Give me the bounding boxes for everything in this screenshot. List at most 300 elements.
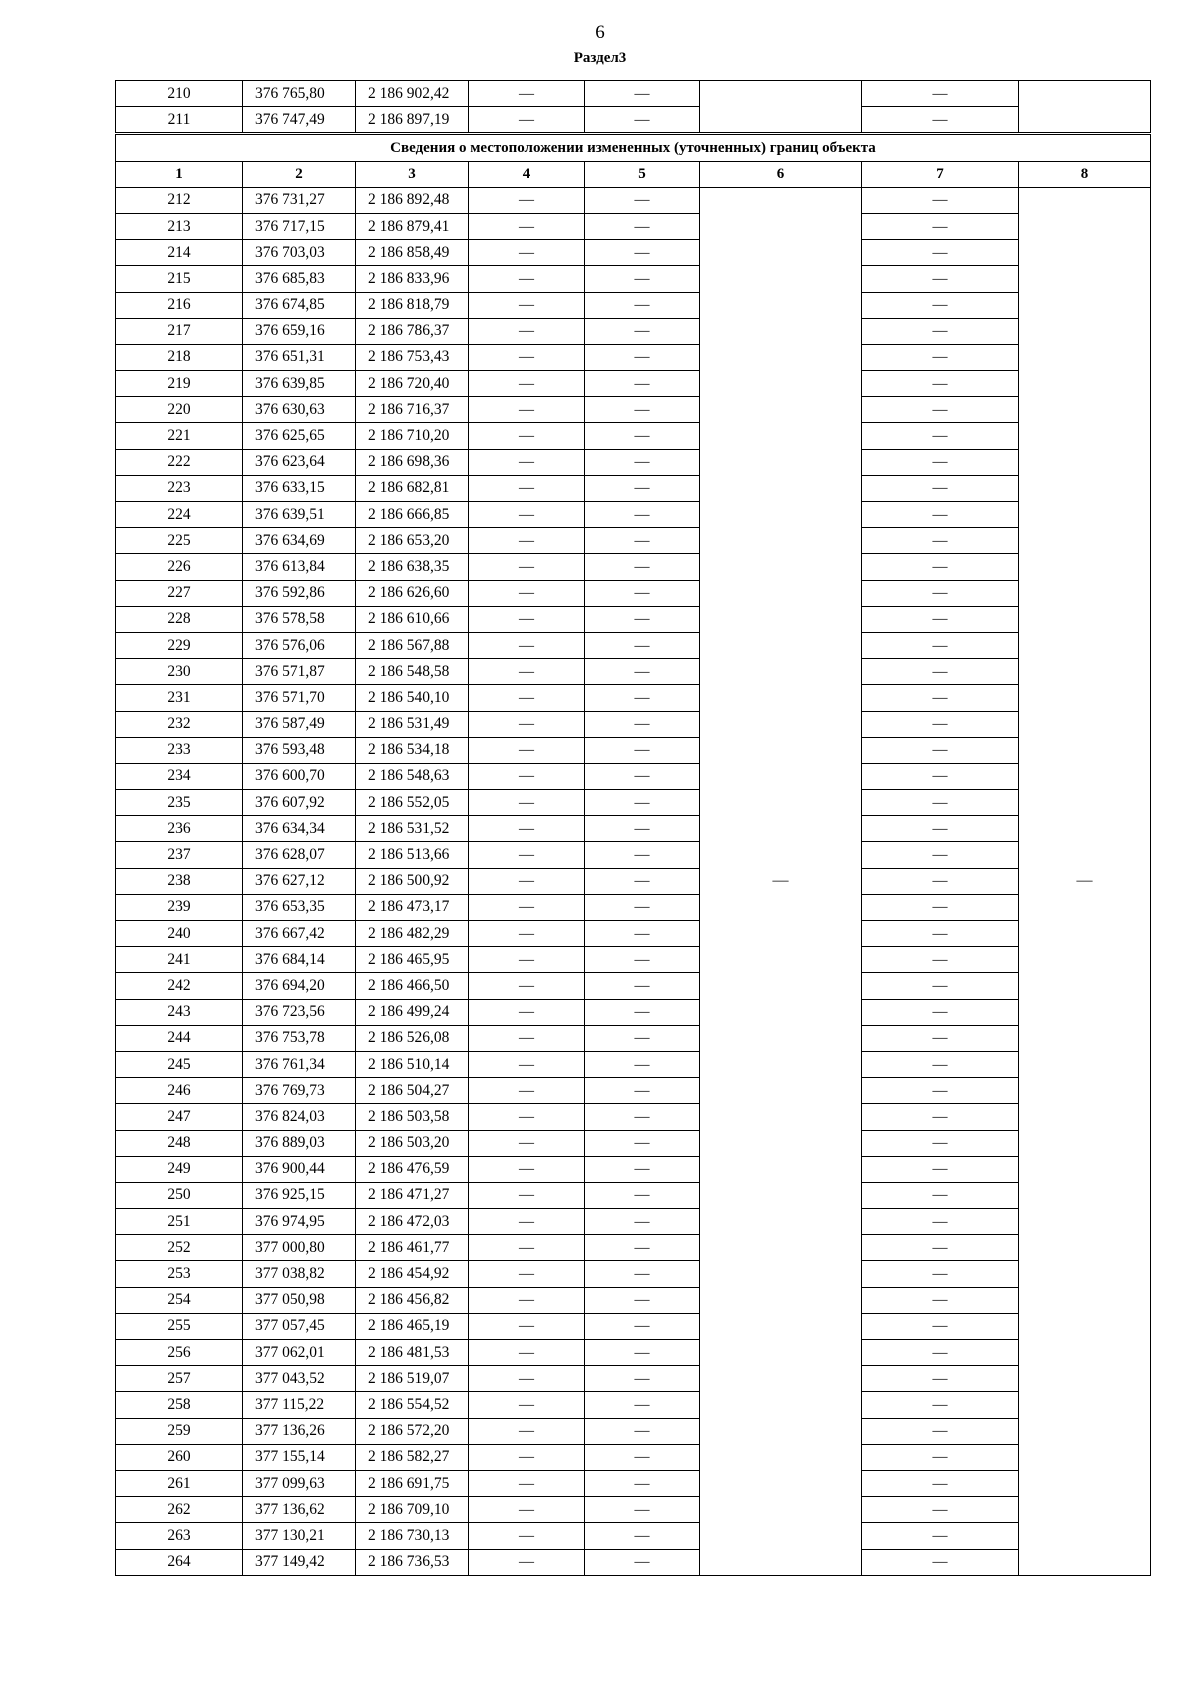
dash-cell: — xyxy=(469,999,585,1025)
dash-cell: — xyxy=(862,1366,1019,1392)
dash-cell: — xyxy=(585,1366,700,1392)
dash-cell: — xyxy=(469,528,585,554)
dash-cell: — xyxy=(469,894,585,920)
point-number-cell: 231 xyxy=(116,685,243,711)
table-row xyxy=(116,371,1151,397)
dash-cell: — xyxy=(469,1392,585,1418)
y-coordinate-cell: 2 186 582,27 xyxy=(356,1444,469,1470)
dash-cell: — xyxy=(585,475,700,501)
table-row xyxy=(116,894,1151,920)
x-coordinate-cell: 377 099,63 xyxy=(243,1470,356,1496)
x-coordinate-cell: 376 717,15 xyxy=(243,213,356,239)
dash-cell: — xyxy=(862,632,1019,658)
table-row xyxy=(116,554,1151,580)
dash-cell: — xyxy=(862,842,1019,868)
dash-cell: — xyxy=(585,659,700,685)
dash-cell: — xyxy=(585,1287,700,1313)
dash-cell: — xyxy=(469,632,585,658)
dash-cell: — xyxy=(585,1497,700,1523)
empty-merged-cell xyxy=(1019,81,1151,134)
dash-cell: — xyxy=(862,790,1019,816)
dash-cell: — xyxy=(469,1025,585,1051)
y-coordinate-cell: 2 186 638,35 xyxy=(356,554,469,580)
y-coordinate-cell: 2 186 682,81 xyxy=(356,475,469,501)
x-coordinate-cell: 377 057,45 xyxy=(243,1313,356,1339)
x-coordinate-cell: 376 769,73 xyxy=(243,1078,356,1104)
point-number-cell: 246 xyxy=(116,1078,243,1104)
y-coordinate-cell: 2 186 503,20 xyxy=(356,1130,469,1156)
table-row xyxy=(116,1523,1151,1549)
x-coordinate-cell: 376 765,80 xyxy=(243,81,356,107)
dash-cell: — xyxy=(585,1209,700,1235)
dash-cell: — xyxy=(469,1418,585,1444)
dash-cell: — xyxy=(862,1156,1019,1182)
y-coordinate-cell: 2 186 548,63 xyxy=(356,763,469,789)
dash-cell: — xyxy=(469,816,585,842)
dash-cell: — xyxy=(862,81,1019,107)
dash-cell: — xyxy=(862,1025,1019,1051)
y-coordinate-cell: 2 186 461,77 xyxy=(356,1235,469,1261)
column-header: 8 xyxy=(1019,161,1151,187)
x-coordinate-cell: 376 667,42 xyxy=(243,921,356,947)
dash-cell: — xyxy=(585,554,700,580)
dash-cell: — xyxy=(862,266,1019,292)
dash-cell: — xyxy=(585,1235,700,1261)
dash-cell: — xyxy=(862,894,1019,920)
x-coordinate-cell: 376 639,85 xyxy=(243,371,356,397)
x-coordinate-cell: 376 753,78 xyxy=(243,1025,356,1051)
point-number-cell: 254 xyxy=(116,1287,243,1313)
x-coordinate-cell: 376 571,87 xyxy=(243,659,356,685)
table-row xyxy=(116,1340,1151,1366)
point-number-cell: 244 xyxy=(116,1025,243,1051)
dash-cell: — xyxy=(585,1444,700,1470)
table-row xyxy=(116,1078,1151,1104)
y-coordinate-cell: 2 186 567,88 xyxy=(356,632,469,658)
y-coordinate-cell: 2 186 531,49 xyxy=(356,711,469,737)
dash-cell: — xyxy=(585,580,700,606)
y-coordinate-cell: 2 186 736,53 xyxy=(356,1549,469,1575)
dash-cell: — xyxy=(862,528,1019,554)
table-row xyxy=(116,423,1151,449)
x-coordinate-cell: 376 639,51 xyxy=(243,502,356,528)
dash-cell: — xyxy=(469,397,585,423)
y-coordinate-cell: 2 186 510,14 xyxy=(356,1051,469,1077)
dash-cell: — xyxy=(862,344,1019,370)
dash-cell: — xyxy=(862,1287,1019,1313)
dash-cell: — xyxy=(469,659,585,685)
x-coordinate-cell: 377 000,80 xyxy=(243,1235,356,1261)
x-coordinate-cell: 377 050,98 xyxy=(243,1287,356,1313)
dash-cell: — xyxy=(469,763,585,789)
point-number-cell: 228 xyxy=(116,606,243,632)
y-coordinate-cell: 2 186 653,20 xyxy=(356,528,469,554)
table-row xyxy=(116,1104,1151,1130)
table-caption: Сведения о местоположении измененных (уточненных) границ объекта xyxy=(116,134,1151,161)
y-coordinate-cell: 2 186 454,92 xyxy=(356,1261,469,1287)
dash-cell: — xyxy=(585,763,700,789)
x-coordinate-cell: 377 136,26 xyxy=(243,1418,356,1444)
y-coordinate-cell: 2 186 548,58 xyxy=(356,659,469,685)
table-row xyxy=(116,737,1151,763)
dash-cell: — xyxy=(862,947,1019,973)
table-row xyxy=(116,266,1151,292)
x-coordinate-cell: 376 703,03 xyxy=(243,240,356,266)
dash-cell: — xyxy=(585,318,700,344)
y-coordinate-cell: 2 186 858,49 xyxy=(356,240,469,266)
y-coordinate-cell: 2 186 710,20 xyxy=(356,423,469,449)
y-coordinate-cell: 2 186 716,37 xyxy=(356,397,469,423)
y-coordinate-cell: 2 186 465,19 xyxy=(356,1313,469,1339)
x-coordinate-cell: 376 974,95 xyxy=(243,1209,356,1235)
x-coordinate-cell: 376 627,12 xyxy=(243,868,356,894)
dash-cell: — xyxy=(469,502,585,528)
point-number-cell: 252 xyxy=(116,1235,243,1261)
dash-cell: — xyxy=(862,1235,1019,1261)
point-number-cell: 243 xyxy=(116,999,243,1025)
dash-cell: — xyxy=(469,554,585,580)
y-coordinate-cell: 2 186 610,66 xyxy=(356,606,469,632)
point-number-cell: 240 xyxy=(116,921,243,947)
point-number-cell: 226 xyxy=(116,554,243,580)
x-coordinate-cell: 376 587,49 xyxy=(243,711,356,737)
x-coordinate-cell: 376 824,03 xyxy=(243,1104,356,1130)
dash-cell: — xyxy=(585,81,700,107)
x-coordinate-cell: 376 889,03 xyxy=(243,1130,356,1156)
dash-cell: — xyxy=(862,423,1019,449)
dash-cell: — xyxy=(469,1444,585,1470)
empty-merged-cell xyxy=(700,81,862,134)
table-row xyxy=(116,1549,1151,1575)
dash-cell: — xyxy=(862,580,1019,606)
x-coordinate-cell: 377 043,52 xyxy=(243,1366,356,1392)
y-coordinate-cell: 2 186 456,82 xyxy=(356,1287,469,1313)
dash-cell: — xyxy=(469,606,585,632)
x-coordinate-cell: 376 623,64 xyxy=(243,449,356,475)
point-number-cell: 241 xyxy=(116,947,243,973)
x-coordinate-cell: 376 625,65 xyxy=(243,423,356,449)
table-row xyxy=(116,1025,1151,1051)
x-coordinate-cell: 376 630,63 xyxy=(243,397,356,423)
y-coordinate-cell: 2 186 534,18 xyxy=(356,737,469,763)
dash-cell: — xyxy=(862,107,1019,134)
x-coordinate-cell: 376 694,20 xyxy=(243,973,356,999)
y-coordinate-cell: 2 186 499,24 xyxy=(356,999,469,1025)
dash-cell: — xyxy=(862,318,1019,344)
table-row xyxy=(116,763,1151,789)
table-row xyxy=(116,921,1151,947)
point-number-cell: 242 xyxy=(116,973,243,999)
y-coordinate-cell: 2 186 552,05 xyxy=(356,790,469,816)
point-number-cell: 250 xyxy=(116,1182,243,1208)
column-header: 7 xyxy=(862,161,1019,187)
dash-cell: — xyxy=(469,292,585,318)
dash-cell: — xyxy=(862,868,1019,894)
dash-cell: — xyxy=(585,502,700,528)
merged-col8-cell: — xyxy=(1019,187,1151,1575)
x-coordinate-cell: 376 634,69 xyxy=(243,528,356,554)
dash-cell: — xyxy=(469,685,585,711)
dash-cell: — xyxy=(862,1182,1019,1208)
point-number-cell: 222 xyxy=(116,449,243,475)
x-coordinate-cell: 376 628,07 xyxy=(243,842,356,868)
y-coordinate-cell: 2 186 476,59 xyxy=(356,1156,469,1182)
table-row xyxy=(116,1418,1151,1444)
dash-cell: — xyxy=(585,1549,700,1575)
y-coordinate-cell: 2 186 691,75 xyxy=(356,1470,469,1496)
dash-cell: — xyxy=(469,449,585,475)
dash-cell: — xyxy=(469,737,585,763)
table-body xyxy=(116,81,1151,1576)
dash-cell: — xyxy=(585,790,700,816)
dash-cell: — xyxy=(862,737,1019,763)
y-coordinate-cell: 2 186 513,66 xyxy=(356,842,469,868)
dash-cell: — xyxy=(585,947,700,973)
dash-cell: — xyxy=(469,423,585,449)
dash-cell: — xyxy=(469,711,585,737)
point-number-cell: 260 xyxy=(116,1444,243,1470)
y-coordinate-cell: 2 186 902,42 xyxy=(356,81,469,107)
dash-cell: — xyxy=(585,1313,700,1339)
y-coordinate-cell: 2 186 471,27 xyxy=(356,1182,469,1208)
dash-cell: — xyxy=(469,1549,585,1575)
dash-cell: — xyxy=(469,1261,585,1287)
dash-cell: — xyxy=(469,81,585,107)
dash-cell: — xyxy=(585,1261,700,1287)
x-coordinate-cell: 377 038,82 xyxy=(243,1261,356,1287)
dash-cell: — xyxy=(469,790,585,816)
dash-cell: — xyxy=(585,1523,700,1549)
dash-cell: — xyxy=(585,240,700,266)
y-coordinate-cell: 2 186 466,50 xyxy=(356,973,469,999)
y-coordinate-cell: 2 186 730,13 xyxy=(356,1523,469,1549)
table-row xyxy=(116,580,1151,606)
dash-cell: — xyxy=(585,528,700,554)
y-coordinate-cell: 2 186 892,48 xyxy=(356,187,469,213)
point-number-cell: 259 xyxy=(116,1418,243,1444)
y-coordinate-cell: 2 186 833,96 xyxy=(356,266,469,292)
x-coordinate-cell: 376 613,84 xyxy=(243,554,356,580)
x-coordinate-cell: 376 600,70 xyxy=(243,763,356,789)
table-row xyxy=(116,1051,1151,1077)
y-coordinate-cell: 2 186 472,03 xyxy=(356,1209,469,1235)
x-coordinate-cell: 377 155,14 xyxy=(243,1444,356,1470)
point-number-cell: 245 xyxy=(116,1051,243,1077)
dash-cell: — xyxy=(469,1313,585,1339)
dash-cell: — xyxy=(862,606,1019,632)
table-row xyxy=(116,973,1151,999)
x-coordinate-cell: 376 747,49 xyxy=(243,107,356,134)
dash-cell: — xyxy=(585,842,700,868)
dash-cell: — xyxy=(862,1549,1019,1575)
table-row xyxy=(116,1497,1151,1523)
column-header: 2 xyxy=(243,161,356,187)
dash-cell: — xyxy=(862,1313,1019,1339)
dash-cell: — xyxy=(469,973,585,999)
y-coordinate-cell: 2 186 786,37 xyxy=(356,318,469,344)
table-row xyxy=(116,1470,1151,1496)
y-coordinate-cell: 2 186 531,52 xyxy=(356,816,469,842)
dash-cell: — xyxy=(469,187,585,213)
table-row xyxy=(116,711,1151,737)
dash-cell: — xyxy=(862,973,1019,999)
x-coordinate-cell: 376 684,14 xyxy=(243,947,356,973)
dash-cell: — xyxy=(585,1470,700,1496)
table-row xyxy=(116,240,1151,266)
dash-cell: — xyxy=(862,1078,1019,1104)
x-coordinate-cell: 376 651,31 xyxy=(243,344,356,370)
point-number-cell: 255 xyxy=(116,1313,243,1339)
dash-cell: — xyxy=(585,187,700,213)
dash-cell: — xyxy=(585,344,700,370)
dash-cell: — xyxy=(585,685,700,711)
x-coordinate-cell: 376 634,34 xyxy=(243,816,356,842)
y-coordinate-cell: 2 186 482,29 xyxy=(356,921,469,947)
dash-cell: — xyxy=(469,1104,585,1130)
x-coordinate-cell: 377 149,42 xyxy=(243,1549,356,1575)
section-title: Раздел3 xyxy=(573,50,627,66)
y-coordinate-cell: 2 186 504,27 xyxy=(356,1078,469,1104)
dash-cell: — xyxy=(585,266,700,292)
point-number-cell: 227 xyxy=(116,580,243,606)
dash-cell: — xyxy=(469,266,585,292)
dash-cell: — xyxy=(585,973,700,999)
point-number-cell: 229 xyxy=(116,632,243,658)
table-row xyxy=(116,318,1151,344)
y-coordinate-cell: 2 186 572,20 xyxy=(356,1418,469,1444)
dash-cell: — xyxy=(862,999,1019,1025)
dash-cell: — xyxy=(585,1340,700,1366)
x-coordinate-cell: 376 900,44 xyxy=(243,1156,356,1182)
dash-cell: — xyxy=(585,1025,700,1051)
y-coordinate-cell: 2 186 473,17 xyxy=(356,894,469,920)
dash-cell: — xyxy=(469,1470,585,1496)
dash-cell: — xyxy=(585,423,700,449)
dash-cell: — xyxy=(862,711,1019,737)
point-number-cell: 238 xyxy=(116,868,243,894)
x-coordinate-cell: 377 136,62 xyxy=(243,1497,356,1523)
dash-cell: — xyxy=(585,1078,700,1104)
point-number-cell: 230 xyxy=(116,659,243,685)
point-number-cell: 264 xyxy=(116,1549,243,1575)
table-row xyxy=(116,397,1151,423)
column-header: 1 xyxy=(116,161,243,187)
x-coordinate-cell: 376 685,83 xyxy=(243,266,356,292)
dash-cell: — xyxy=(585,606,700,632)
dash-cell: — xyxy=(469,947,585,973)
point-number-cell: 263 xyxy=(116,1523,243,1549)
point-number-cell: 214 xyxy=(116,240,243,266)
dash-cell: — xyxy=(862,240,1019,266)
dash-cell: — xyxy=(585,292,700,318)
dash-cell: — xyxy=(585,1182,700,1208)
y-coordinate-cell: 2 186 879,41 xyxy=(356,213,469,239)
dash-cell: — xyxy=(585,1392,700,1418)
x-coordinate-cell: 376 593,48 xyxy=(243,737,356,763)
dash-cell: — xyxy=(862,659,1019,685)
y-coordinate-cell: 2 186 500,92 xyxy=(356,868,469,894)
y-coordinate-cell: 2 186 818,79 xyxy=(356,292,469,318)
dash-cell: — xyxy=(469,475,585,501)
point-number-cell: 261 xyxy=(116,1470,243,1496)
dash-cell: — xyxy=(862,1340,1019,1366)
y-coordinate-cell: 2 186 626,60 xyxy=(356,580,469,606)
x-coordinate-cell: 376 592,86 xyxy=(243,580,356,606)
dash-cell: — xyxy=(862,1392,1019,1418)
merged-col6-cell: — xyxy=(700,187,862,1575)
dash-cell: — xyxy=(585,632,700,658)
dash-cell: — xyxy=(862,1418,1019,1444)
x-coordinate-cell: 376 659,16 xyxy=(243,318,356,344)
table-row xyxy=(116,632,1151,658)
dash-cell: — xyxy=(585,894,700,920)
table-row xyxy=(116,999,1151,1025)
dash-cell: — xyxy=(585,711,700,737)
table-row xyxy=(116,344,1151,370)
point-number-cell: 212 xyxy=(116,187,243,213)
point-number-cell: 251 xyxy=(116,1209,243,1235)
dash-cell: — xyxy=(469,318,585,344)
table-row xyxy=(116,1235,1151,1261)
table-row xyxy=(116,1287,1151,1313)
point-number-cell: 262 xyxy=(116,1497,243,1523)
y-coordinate-cell: 2 186 753,43 xyxy=(356,344,469,370)
dash-cell: — xyxy=(585,999,700,1025)
x-coordinate-cell: 376 761,34 xyxy=(243,1051,356,1077)
dash-cell: — xyxy=(469,1182,585,1208)
dash-cell: — xyxy=(862,187,1019,213)
x-coordinate-cell: 376 653,35 xyxy=(243,894,356,920)
dash-cell: — xyxy=(469,921,585,947)
table-row xyxy=(116,213,1151,239)
dash-cell: — xyxy=(469,1209,585,1235)
y-coordinate-cell: 2 186 666,85 xyxy=(356,502,469,528)
dash-cell: — xyxy=(862,1470,1019,1496)
table-row xyxy=(116,790,1151,816)
point-number-cell: 253 xyxy=(116,1261,243,1287)
x-coordinate-cell: 376 576,06 xyxy=(243,632,356,658)
point-number-cell: 239 xyxy=(116,894,243,920)
dash-cell: — xyxy=(585,1156,700,1182)
table-row xyxy=(116,1156,1151,1182)
dash-cell: — xyxy=(585,107,700,134)
point-number-cell: 236 xyxy=(116,816,243,842)
table-row xyxy=(116,1313,1151,1339)
dash-cell: — xyxy=(862,1051,1019,1077)
table-row xyxy=(116,685,1151,711)
table-row xyxy=(116,107,1151,134)
point-number-cell: 237 xyxy=(116,842,243,868)
column-header: 6 xyxy=(700,161,862,187)
dash-cell: — xyxy=(469,868,585,894)
y-coordinate-cell: 2 186 554,52 xyxy=(356,1392,469,1418)
point-number-cell: 234 xyxy=(116,763,243,789)
dash-cell: — xyxy=(469,842,585,868)
dash-cell: — xyxy=(469,1051,585,1077)
dash-cell: — xyxy=(862,475,1019,501)
dash-cell: — xyxy=(585,921,700,947)
dash-cell: — xyxy=(469,213,585,239)
dash-cell: — xyxy=(585,1104,700,1130)
dash-cell: — xyxy=(585,449,700,475)
x-coordinate-cell: 376 674,85 xyxy=(243,292,356,318)
dash-cell: — xyxy=(585,371,700,397)
point-number-cell: 224 xyxy=(116,502,243,528)
table-row xyxy=(116,528,1151,554)
point-number-cell: 213 xyxy=(116,213,243,239)
page-number: 6 xyxy=(595,22,605,43)
dash-cell: — xyxy=(585,737,700,763)
